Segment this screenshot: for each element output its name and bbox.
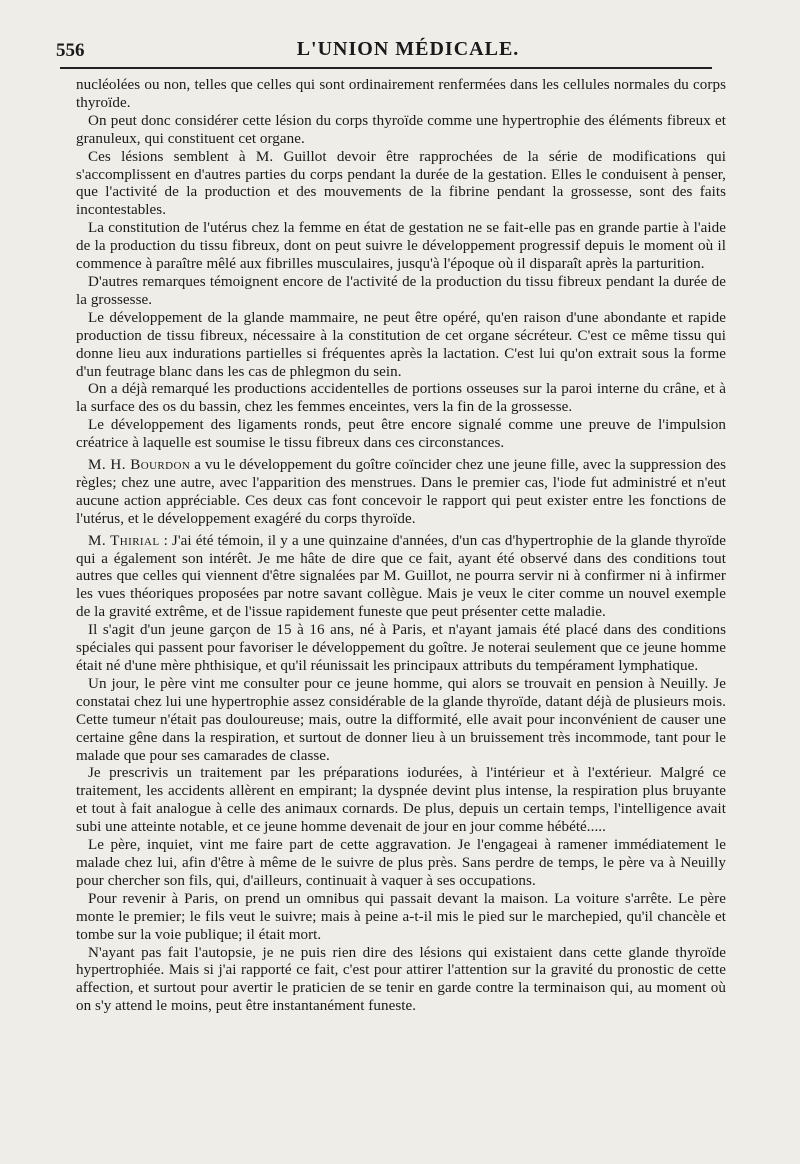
paragraph: Pour revenir à Paris, on prend un omnibus qui passait devant la maison. La voiture s'arrête. Le père monte le premier; le fils veut le suivre; mais à peine a-t-il mis le pied sur le marchepied, qu'il chancèle et tombe sur la voie publique; il était mort.	[76, 890, 726, 943]
header-rule	[60, 67, 712, 69]
paragraph: Le développement des ligaments ronds, peut être encore signalé comme une preuve de l'impulsion créatrice à laquelle est soumise le tissu fibreux dans ces circonstances.	[76, 417, 726, 452]
page-header	[56, 38, 760, 68]
speaker-paragraph	[76, 457, 726, 529]
speaker-name: M. Thirial	[88, 532, 160, 549]
paragraph: nucléolées ou non, telles que celles qui sont ordinairement renfermées dans les cellules normales du corps thyroïde.	[76, 77, 726, 111]
speaker-name: M. H. Bourdon	[88, 457, 191, 474]
paragraph: On peut donc considérer cette lésion du corps thyroïde comme une hypertrophie des éléments fibreux et granuleux, qui constituent cet organe.	[76, 112, 726, 147]
paragraph: Je prescrivis un traitement par les préparations iodurées, à l'intérieur et à l'extérieur. Malgré ce traitement, les accidents allèrent en empirant; la dyspnée devint plus intense, la respiration plus bruyante et tout à fait analogue à celle des animaux cornards. De plus, depuis un certain temps, l'intelligence avait subi une atteinte notable, et ce jeune homme devenait de jour en jour comme hébété.....	[76, 765, 726, 836]
running-title: L'UNION MÉDICALE.	[296, 38, 520, 60]
page-number: 556	[56, 40, 85, 61]
paragraph: Le père, inquiet, vint me faire part de cette aggravation. Je l'engageai à ramener immédiatement le malade chez lui, afin d'être à même de le suivre de plus près. Sans perdre de temps, le père va à Neuilly pour chercher son fils, qui, d'ailleurs, continuait à vaquer à ses occupations.	[76, 837, 726, 889]
paragraph: N'ayant pas fait l'autopsie, je ne puis rien dire des lésions qui existaient dans cette glande thyroïde hypertrophiée. Mais si j'ai rapporté ce fait, c'est pour attirer l'attention sur la gravité du pronostic de cette affection, et surtout pour avertir le praticien de se tenir en garde contre la terminaison qui, au moment où on s'y attend le moins, peut être instantanément funeste.	[76, 944, 726, 1015]
article-body	[76, 77, 726, 1016]
paragraph: On a déjà remarqué les productions accidentelles de portions osseuses sur la paroi interne du crâne, et à la surface des os du bassin, chez les femmes enceintes, vers la fin de la grossesse.	[76, 381, 726, 416]
paragraph: Ces lésions semblent à M. Guillot devoir être rapprochées de la série de modifications qui s'accomplissent en d'autres parties du corps pendant la durée de la gestation. Elles le conduisent à penser, que l'activité de la production et des mouvements de la fibrine pendant la grossesse, sont des faits incontestables.	[76, 148, 726, 219]
speaker-text: a vu le développement du goître coïncider chez une jeune fille, avec la suppression des règles; chez une autre, avec l'apparition des menstrues. Dans le premier cas, l'iode fut administré et n'eut aucune action appréciable. Ces deux cas font concevoir le rapport qui peut exister entre les fonctions de l'utérus, et le développement exagéré du corps thyroïde.	[76, 457, 726, 527]
speaker-text: : J'ai été témoin, il y a une quinzaine d'années, d'un cas d'hypertrophie de la glande thyroïde qui a également son intérêt. Je me hâte de dire que ce fait, ayant été observé dans des conditions tout autres que celles qui viennent d'être signalées par M. Guillot, ne pourra servir ni à confirmer ni à infirmer les vues théoriques proposées par notre savant collègue. Mais je veux le citer comme un nouvel exemple de la gravité extrême, et de l'issue rapidement funeste que peut présenter cette maladie.	[76, 532, 726, 621]
paragraph: Le développement de la glande mammaire, ne peut être opéré, qu'en raison d'une abondante et rapide production de tissu fibreux, nécessaire à la constitution de cet organe sécréteur. C'est ce même tissu qui donne lieu aux indurations partielles si fréquentes après la lactation. C'est lui qu'on extrait sous la forme d'un feutrage blanc dans les cas de phlegmon du sein.	[76, 309, 726, 380]
paragraph: Il s'agit d'un jeune garçon de 15 à 16 ans, né à Paris, et n'ayant jamais été placé dans des conditions spéciales qui passent pour favoriser le développement du goître. Je noterai seulement que ce jeune homme était né d'une mère phthisique, et qu'il réunissait les principaux attributs du tempérament lymphatique.	[76, 622, 726, 674]
paragraph: Un jour, le père vint me consulter pour ce jeune homme, qui alors se trouvait en pension à Neuilly. Je constatai chez lui une hypertrophie assez considérable de la glande thyroïde, datant déjà de plusieurs mois. Cette tumeur n'était pas douloureuse; mais, outre la difformité, elle avait pour inconvénient de causer une certaine gêne dans la respiration, et surtout de donner lieu à un bruissement très incommode, tant pour le malade que pour ses camarades de classe.	[76, 675, 726, 764]
paragraph: D'autres remarques témoignent encore de l'activité de la production du tissu fibreux pendant la durée de la grossesse.	[76, 273, 726, 308]
speaker-paragraph	[76, 533, 726, 623]
paragraph: La constitution de l'utérus chez la femme en état de gestation ne se fait-elle pas en grande partie à l'aide de la production du tissu fibreux, dont on peut suivre le développement progressif depuis le moment où il commence à paraître mêlé aux fibrilles musculaires, jusqu'à l'époque où il disparaît après la parturition.	[76, 220, 726, 273]
